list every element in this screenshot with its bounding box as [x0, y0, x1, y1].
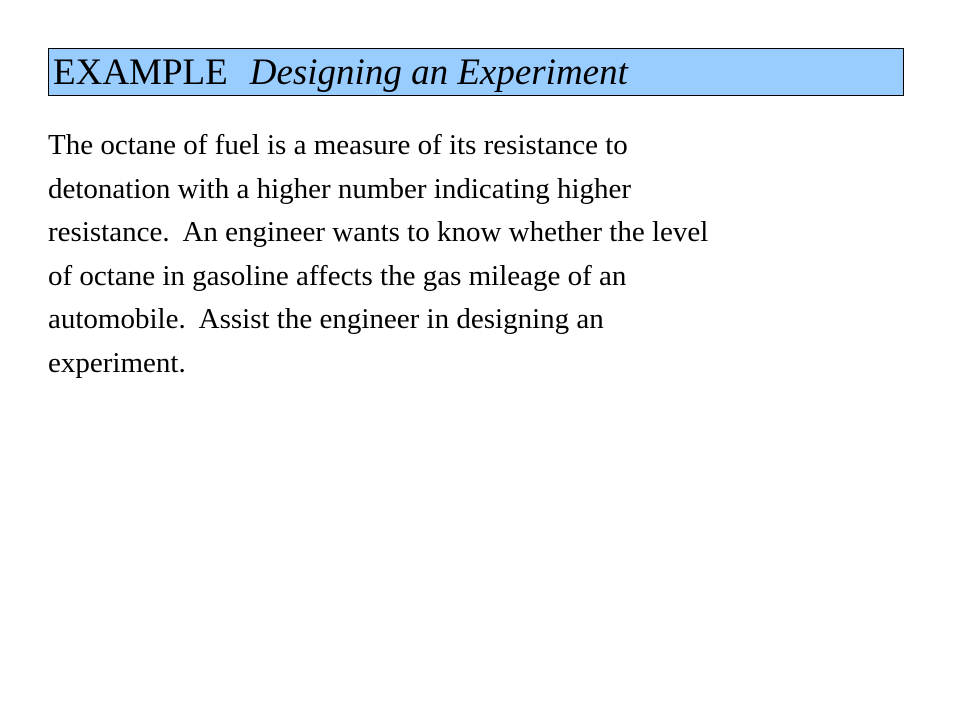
title-topic: Designing an Experiment: [249, 51, 628, 93]
paragraph-line-4: of octane in gasoline affects the gas mileage of an: [48, 259, 627, 292]
title-label: EXAMPLE: [53, 51, 228, 93]
paragraph-line-6: experiment.: [48, 346, 186, 379]
paragraph-line-1: The octane of fuel is a measure of its resistance to: [48, 129, 628, 161]
example-paragraph: [48, 124, 908, 385]
paragraph-line-5: automobile. Assist the engineer in designing an: [48, 303, 604, 335]
title-box: [48, 48, 904, 96]
paragraph-line-3: resistance. An engineer wants to know whether the level: [48, 216, 709, 248]
paragraph-line-2: detonation with a higher number indicating higher: [48, 172, 632, 205]
